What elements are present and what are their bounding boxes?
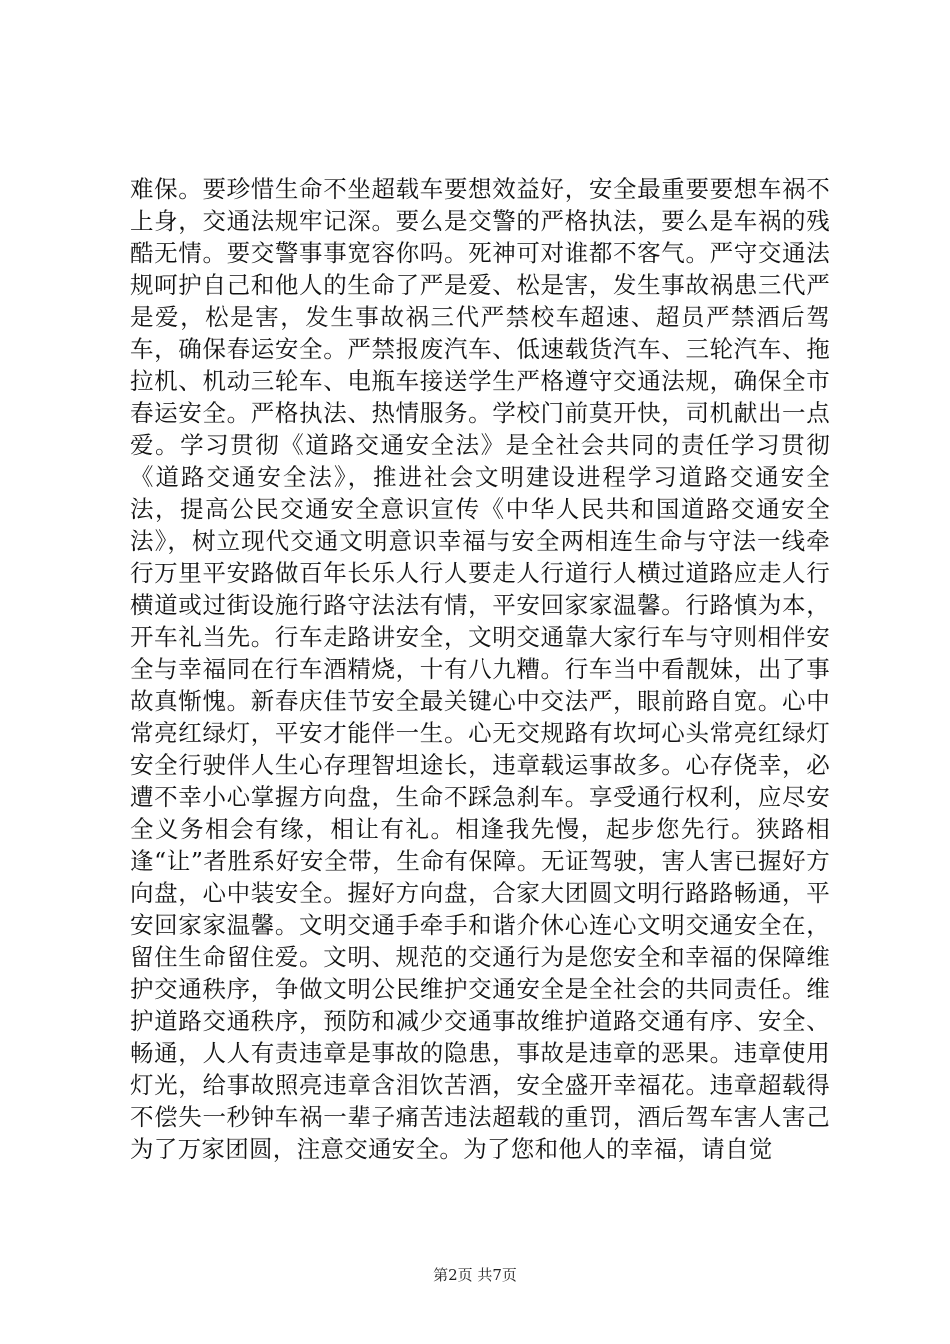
page-footer: 第2页 共7页: [433, 1266, 517, 1284]
body-paragraph: 难保。要珍惜生命不坐超载车要想效益好，安全最重要要想车祸不上身，交通法规牢记深。要么是交警的严格执法，要么是车祸的残酷无情。要交警事事宽容你吗。死神可对谁都不客气。严守交通法规呵护自己和他人的生命了严是爱、松是害，发生事故祸患三代严是爱，松是害，发生事故祸三代严禁校车超速、超员严禁酒后驾车，确保春运安全。严禁报废汽车、低速载货汽车、三轮汽车、拖拉机、机动三轮车、电瓶车接送学生严格遵守交通法规，确保全市春运安全。严格执法、热情服务。学校门前莫开快，司机献出一点爱。学习贯彻《道路交通安全法》是全社会共同的责任学习贯彻《道路交通安全法》，推进社会文明建设进程学习道路交通安全法，提高公民交通安全意识宣传《中华人民共和国道路交通安全法》，树立现代交通文明意识幸福与安全两相连生命与守法一线牵行万里平安路做百年长乐人行人要走人行道行人横过道路应走人行横道或过街设施行路守法法有情，平安回家家温馨。行路慎为本，开车礼当先。行车走路讲安全，文明交通靠大家行车与守则相伴安全与幸福同在行车酒精烧，十有八九糟。行车当中看靓妹，出了事故真惭愧。新春庆佳节安全最关键心中交法严，眼前路自宽。心中常亮红绿灯，平安才能伴一生。心无交规路有坎坷心头常亮红绿灯安全行驶伴人生心存理智坦途长，违章载运事故多。心存侥幸，必遭不幸小心掌握方向盘，生命不踩急刹车。享受通行权利，应尽安全义务相会有缘，相让有礼。相逢我先慢，起步您先行。狭路相逢“让”者胜系好安全带，生命有保障。无证驾驶，害人害已握好方向盘，心中装安全。握好方向盘，合家大团圆文明行路路畅通，平安回家家温馨。文明交通手牵手和谐介休心连心文明交通安全在，留住生命留住爱。文明、规范的交通行为是您安全和幸福的保障维护交通秩序，争做文明公民维护交通安全是全社会的共同责任。维护道路交通秩序，预防和减少交通事故维护道路交通有序、安全、畅通，人人有责违章是事故的隐患，事故是违章的恶果。违章使用灯光，给事故照亮违章含泪饮苦酒，安全盛开幸福花。违章超载得不偿失一秒钟车祸一辈子痛苦违法超载的重罚，酒后驾车害人害己为了万家团圆，注意交通安全。为了您和他人的幸福，请自觉: [130, 175, 830, 1163]
